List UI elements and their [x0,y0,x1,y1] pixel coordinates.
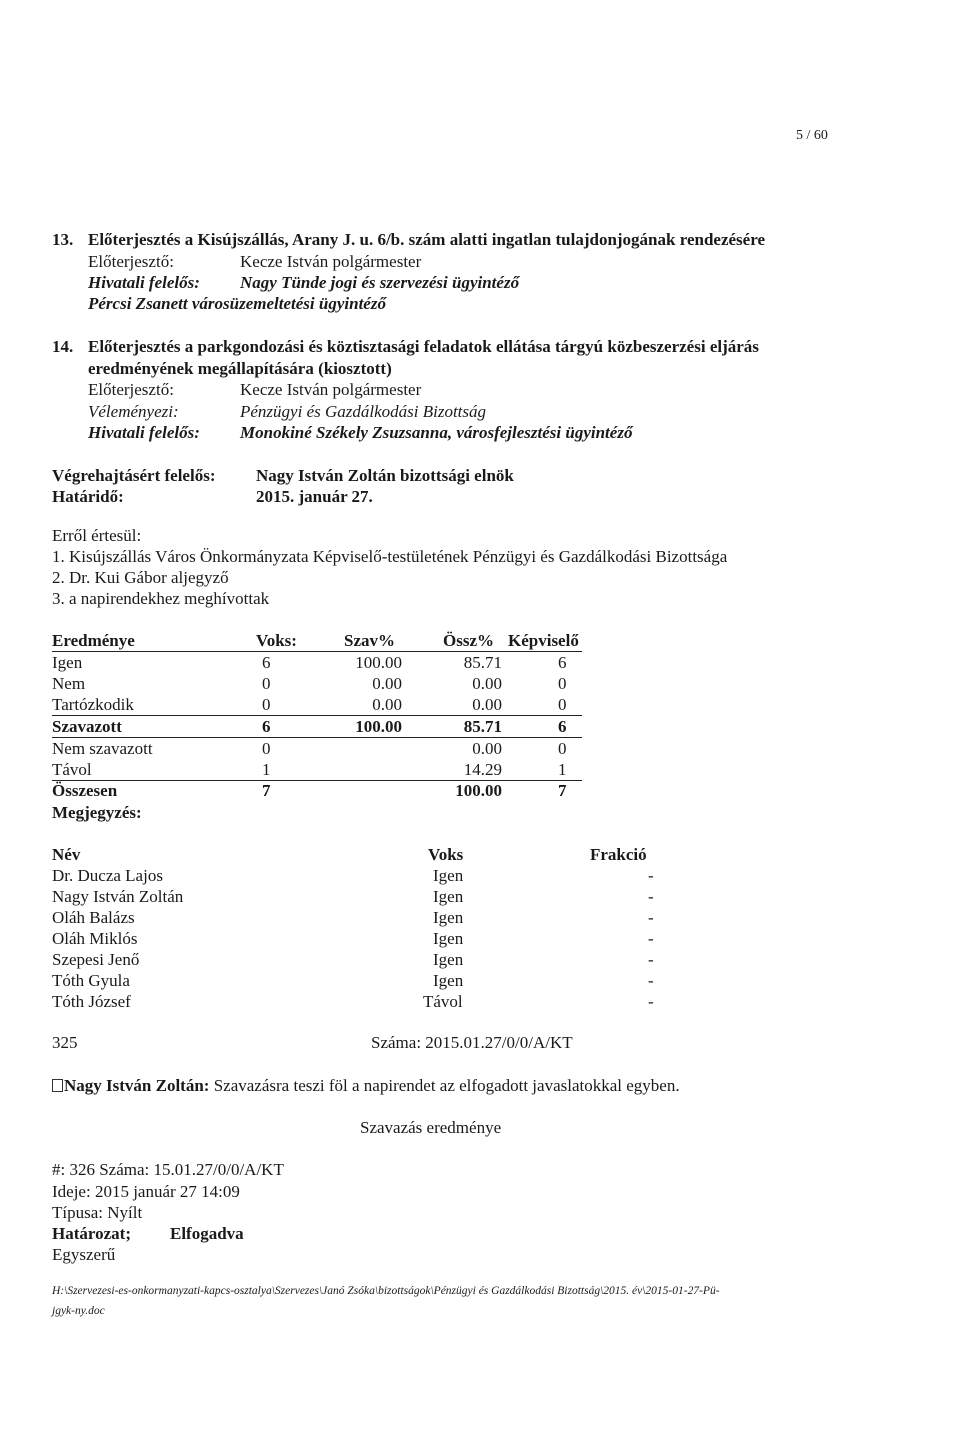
results-row-ossz: 0.00 [472,674,502,693]
vote-row-voks: Igen [433,929,464,948]
vote-result-title: Szavazás eredménye [360,1118,502,1137]
record-326-decision-value: Elfogadva [170,1224,244,1243]
item14-title-line1: Előterjesztés a parkgondozási és köztisztasági feladatok ellátása tárgyú közbeszerzési eljárás [88,337,759,356]
vote-row-name: Dr. Ducza Lajos [52,866,163,885]
vote-row-frakcio: - [648,971,654,990]
item13-responsible: Nagy Tünde jogi és szervezési ügyintéző [240,273,520,292]
results-row-label: Igen [52,653,83,672]
results-row-label: Összesen [52,781,118,800]
results-row-label: Szavazott [52,717,122,736]
item14-responsible-label: Hivatali felelős: [88,423,200,442]
results-header-underline [52,651,582,652]
item13-presenter-label: Előterjesztő: [88,252,174,271]
results-note-label: Megjegyzés: [52,803,142,822]
results-row-voks: 0 [262,674,271,693]
results-row-ossz: 14.29 [463,760,502,779]
deadline-label: Határidő: [52,487,124,506]
results-row-voks: 0 [262,739,271,758]
vote-row-name: Oláh Balázs [52,908,135,927]
results-header-kep: Képviselő [508,631,579,650]
item14-number: 14. [52,337,74,356]
results-header-ossz: Össz% [443,631,494,650]
vote-row-voks: Igen [433,950,464,969]
notify-item: 1. Kisújszállás Város Önkormányzata Képviselő-testületének Pénzügyi és Gazdálkodási Bizottsága [52,547,728,566]
vote-row-frakcio: - [648,929,654,948]
results-header-label: Eredménye [52,631,135,650]
results-row-voks: 1 [262,760,271,779]
record-325-id: Száma: 2015.01.27/0/0/A/KT [371,1033,573,1052]
results-row-ossz: 100.00 [455,781,502,800]
footer-path-line1: H:\Szervezesi-es-onkormanyzati-kapcs-osztalya\Szervezes\Janó Zsóka\bizottságok\Pénzügyi és Gazdálkodási Bizottság\2015. év\2015-01-27-Pü- [52,1285,720,1297]
vote-row-voks: Igen [433,908,464,927]
results-row-ossz: 0.00 [472,695,502,714]
results-row-ossz: 85.71 [463,717,502,736]
results-row-label: Nem szavazott [52,739,153,758]
item13-responsible-label: Hivatali felelős: [88,273,200,292]
results-row-kep: 0 [558,695,567,714]
record-326-line5: Egyszerű [52,1245,116,1264]
record-326-decision-label: Határozat; [52,1224,131,1243]
item13-responsible-2: Pércsi Zsanett városüzemeltetési ügyintéző [88,294,386,313]
notify-label: Erről értesül: [52,526,142,545]
item14-opinion: Pénzügyi és Gazdálkodási Bizottság [240,402,487,421]
item13-title: Előterjesztés a Kisújszállás, Arany J. u. 6/b. szám alatti ingatlan tulajdonjogának rendezésére [88,230,765,249]
results-header-szav: Szav% [344,631,395,650]
results-row-szav: 100.00 [355,653,402,672]
record-326-line1: #: 326 Száma: 15.01.27/0/0/A/KT [52,1160,284,1179]
execution-label: Végrehajtásért felelős: [52,466,216,485]
vote-row-frakcio: - [648,908,654,927]
item14-presenter: Kecze István polgármester [240,380,422,399]
item13-presenter: Kecze István polgármester [240,252,422,271]
results-header-voks: Voks: [256,631,297,650]
results-row-voks: 6 [262,717,271,736]
speaker-line [52,1076,680,1096]
vote-row-frakcio: - [648,992,654,1011]
notify-item: 2. Dr. Kui Gábor aljegyző [52,568,229,587]
results-divider [52,780,582,781]
vote-row-voks: Igen [433,971,464,990]
results-row-label: Nem [52,674,86,693]
speaker-text: Szavazásra teszi föl a napirendet az elfogadott javaslatokkal egyben. [213,1076,680,1095]
results-row-voks: 0 [262,695,271,714]
vote-row-frakcio: - [648,950,654,969]
results-row-ossz: 85.71 [463,653,502,672]
record-326-line2: Ideje: 2015 január 27 14:09 [52,1182,240,1201]
vote-row-frakcio: - [648,866,654,885]
record-326-line3: Típusa: Nyílt [52,1203,143,1222]
results-divider [52,737,582,738]
results-row-kep: 0 [558,739,567,758]
votes-header-name: Név [52,845,81,864]
page-number: 5 / 60 [796,128,828,143]
results-row-ossz: 0.00 [472,739,502,758]
votes-header-frakcio: Frakció [590,845,647,864]
results-row-label: Távol [52,760,92,779]
results-row-szav: 100.00 [355,717,402,736]
vote-row-name: Nagy István Zoltán [52,887,184,906]
checkbox-icon [52,1079,63,1092]
record-325-number: 325 [52,1033,78,1052]
results-row-voks: 6 [262,653,271,672]
execution-value: Nagy István Zoltán bizottsági elnök [256,466,514,485]
results-row-kep: 1 [558,760,567,779]
votes-header-voks: Voks [428,845,464,864]
vote-row-voks: Igen [433,887,464,906]
vote-row-name: Szepesi Jenő [52,950,140,969]
results-row-label: Tartózkodik [52,695,134,714]
item14-title-line2: eredményének megállapítására (kiosztott) [88,359,392,378]
footer-path-line2: jgyk-ny.doc [52,1305,105,1317]
item14-opinion-label: Véleményezi: [88,402,179,421]
item14-responsible: Monokiné Székely Zsuzsanna, városfejlesztési ügyintéző [240,423,633,442]
results-row-voks: 7 [262,781,271,800]
vote-row-frakcio: - [648,887,654,906]
deadline-value: 2015. január 27. [256,487,373,506]
results-divider [52,715,582,716]
results-row-szav: 0.00 [372,674,402,693]
results-row-kep: 0 [558,674,567,693]
notify-item: 3. a napirendekhez meghívottak [52,589,270,608]
vote-row-voks: Távol [423,992,463,1011]
results-row-kep: 6 [558,653,567,672]
item14-presenter-label: Előterjesztő: [88,380,174,399]
results-row-kep: 7 [558,781,567,800]
results-row-szav: 0.00 [372,695,402,714]
item13-number: 13. [52,230,74,249]
vote-row-name: Oláh Miklós [52,929,138,948]
results-row-kep: 6 [558,717,567,736]
vote-row-name: Tóth Gyula [52,971,130,990]
vote-row-voks: Igen [433,866,464,885]
vote-row-name: Tóth József [52,992,131,1011]
speaker-name: Nagy István Zoltán: [64,1076,210,1095]
